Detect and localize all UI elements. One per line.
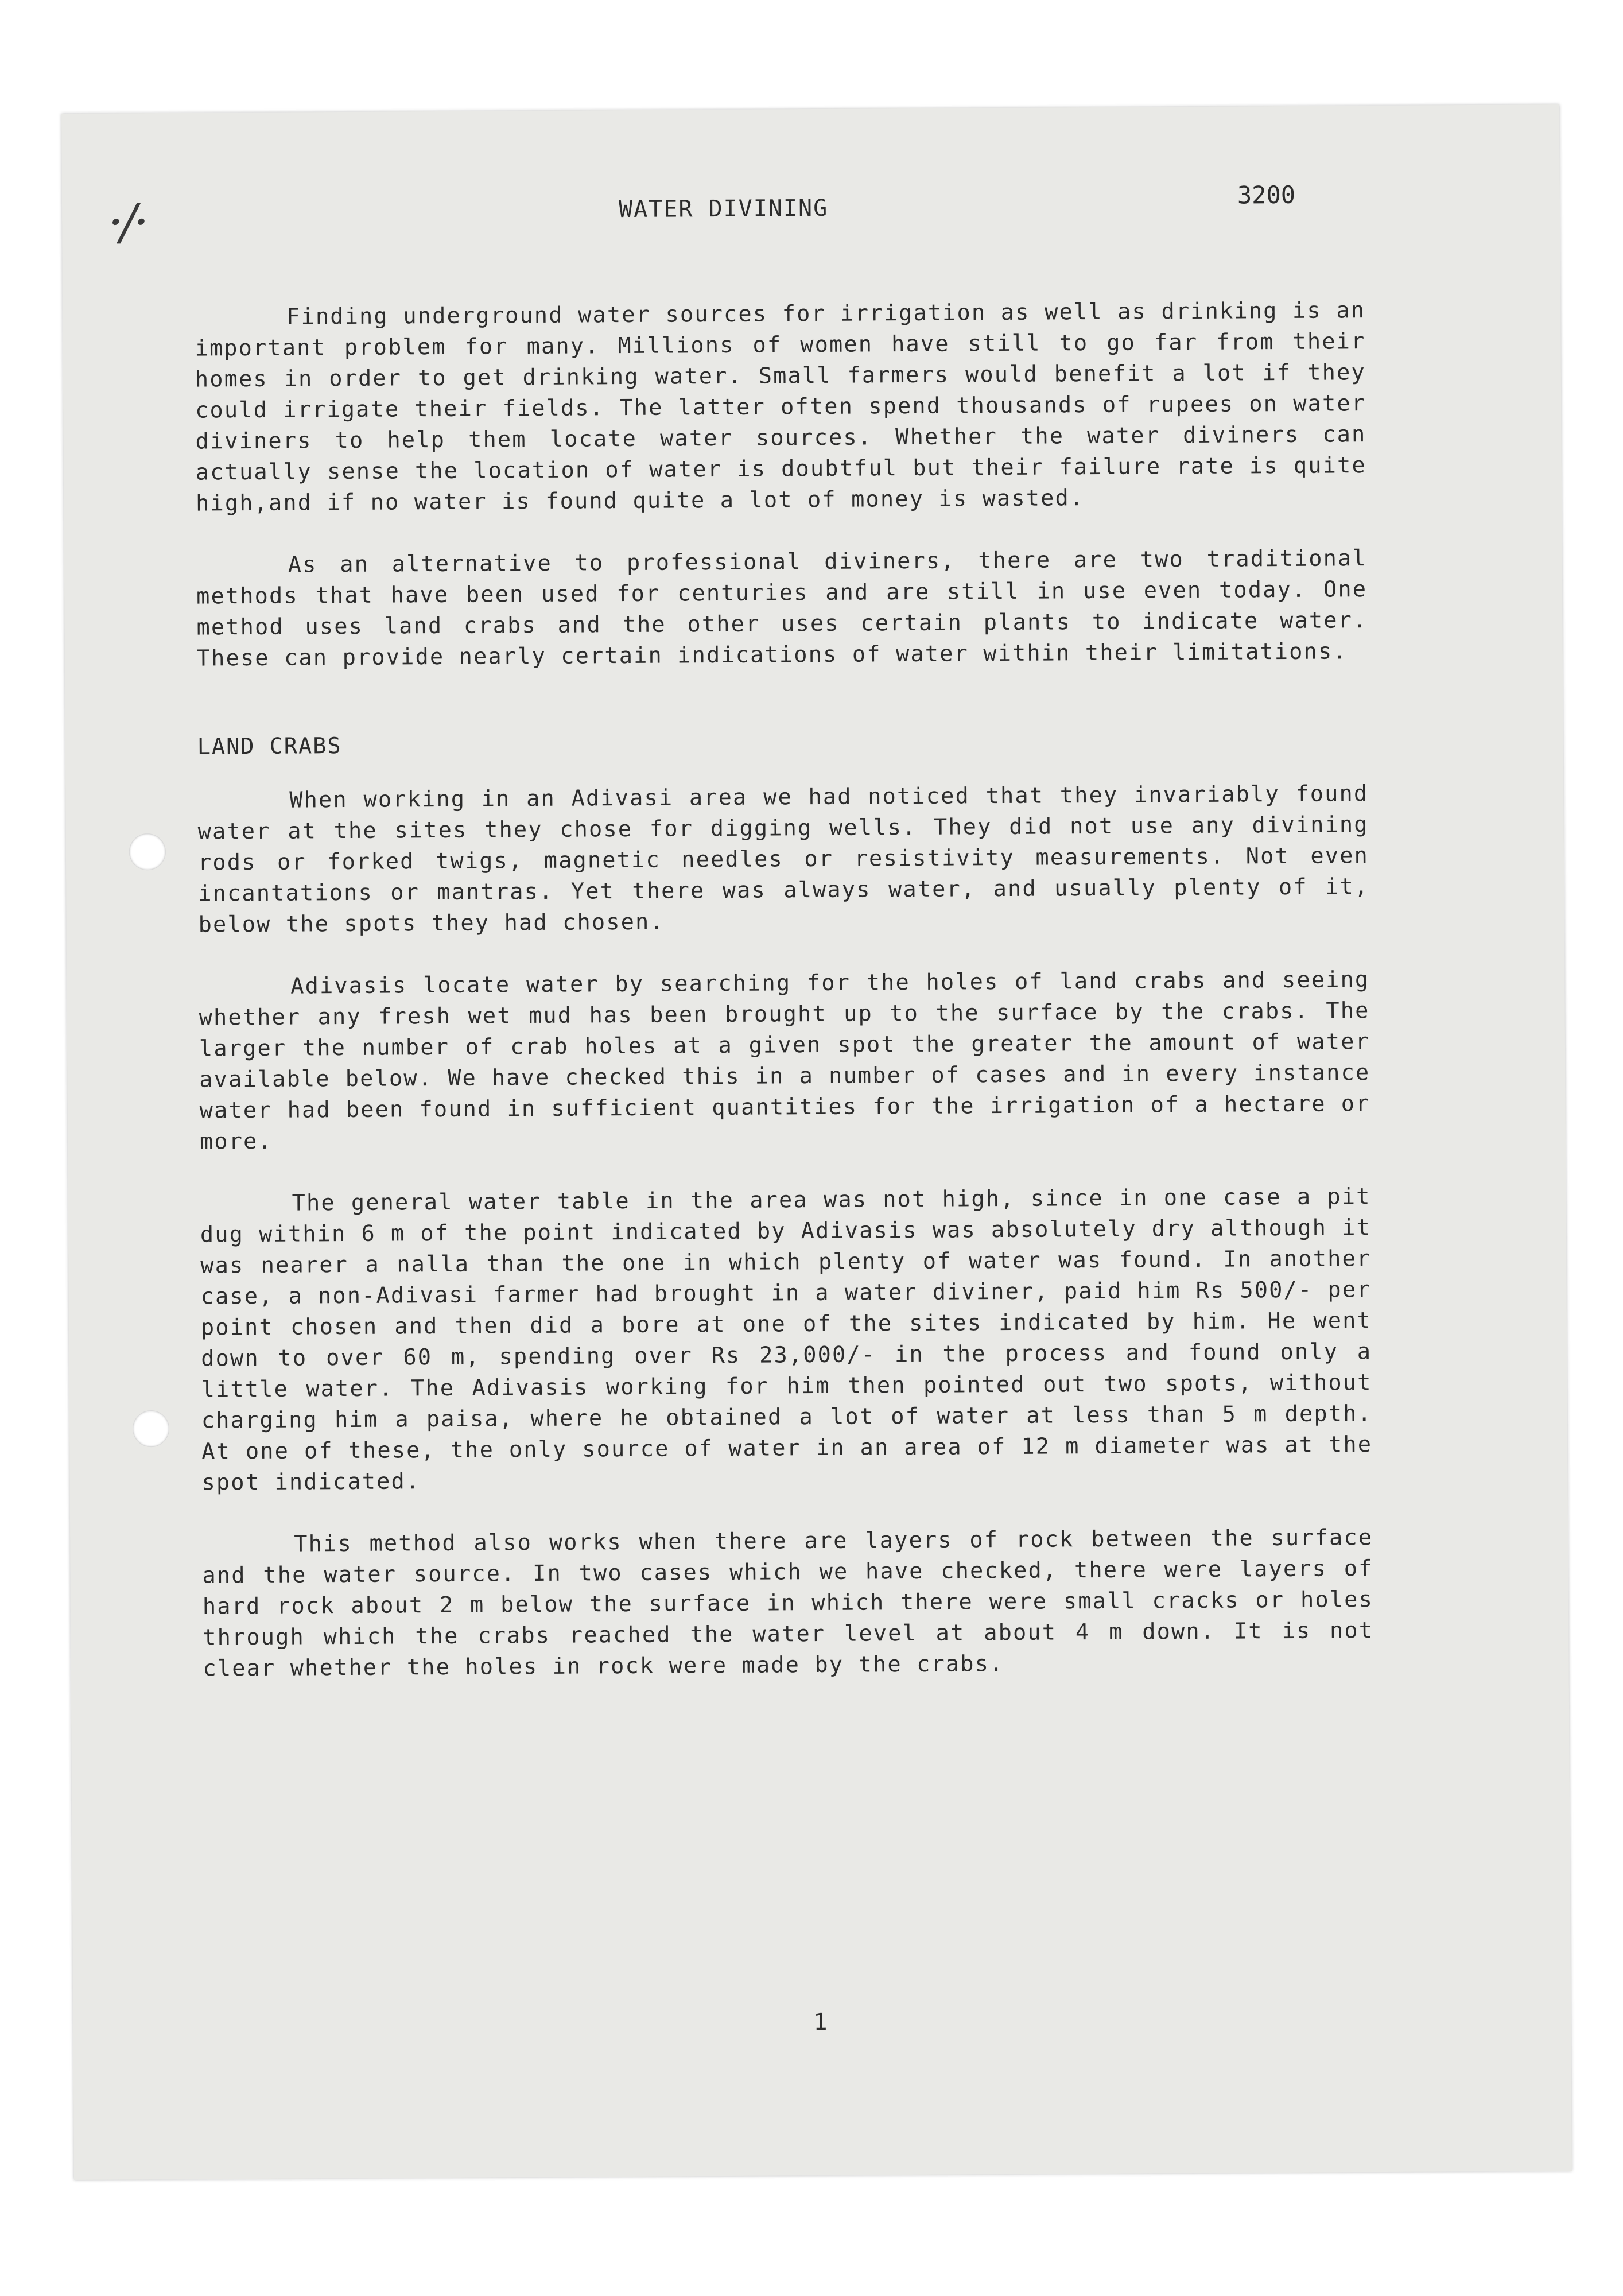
section-heading: LAND CRABS [197, 733, 342, 760]
document-title: WATER DIVINING [618, 195, 829, 223]
handwritten-margin-mark: ·/· [107, 193, 146, 251]
typed-page [61, 104, 1572, 2180]
paragraph: When working in an Adivasi area we had noticed that they invariably found water at the sites they chose for digging wells. They did not use any divining rods or forked twigs, magnetic needles or resistivity measurements. Not even incantations or mantras. Yet there was always water, and usually plenty of it, below the spots they had chosen. [197, 781, 1369, 938]
paragraph: Finding underground water sources for irrigation as well as drinking is an important problem for many. Millions of women have still to go far from their homes in order to get drinking water. Small farmers would benefit a lot if they could irrigate their fields. The latter often spend thousands of rupees on water diviners to help them locate water sources. Whether the water diviners can actually sense the location of water is doubtful but their failure rate is quite high,and if no water is found quite a lot of money is wasted. [195, 297, 1366, 517]
page-number-footer: 1 [813, 2008, 828, 2036]
punch-hole [129, 833, 166, 870]
page-number-top: 3200 [1237, 180, 1296, 210]
punch-hole [133, 1410, 169, 1447]
document-body [195, 295, 1374, 1715]
paragraph: The general water table in the area was not high, since in one case a pit dug within 6 m of the point indicated by Adivasis was absolutely dry although it was nearer a nalla than the one in which plenty of water was found. In another case, a non-Adivasi farmer had brought in a water diviner, paid him Rs 500/- per point chosen and then did a bore at one of the sites indicated by him. He went down to over 60 m, spending over Rs 23,000/- in the process and found only a little water. The Adivasis working for him then pointed out two spots, without charging him a paisa, where he obtained a lot of water at less than 5 m depth. At one of these, the only source of water in an area of 12 m diameter was at the spot indicated. [200, 1184, 1373, 1496]
paragraph: Adivasis locate water by searching for the holes of land crabs and seeing whether any fresh wet mud has been brought up to the surface by the crabs. The larger the number of crab holes at a given spot the greater the amount of water available below. We have checked this in a number of cases and in every instance water had been found in sufficient quantities for the irrigation of a hectare or more. [199, 967, 1370, 1155]
paragraph: This method also works when there are layers of rock between the surface and the water source. In two cases which we have checked, there were layers of hard rock about 2 m below the surface in which there were small cracks or holes through which the crabs reached the water level at about 4 m down. It is not clear whether the holes in rock were made by the crabs. [202, 1525, 1374, 1682]
paragraph: As an alternative to professional diviners, there are two traditional methods that have been used for centuries and are still in use even today. One method uses land crabs and the other uses certain plants to indicate water. These can provide nearly certain indications of water within their limitations. [196, 545, 1368, 672]
